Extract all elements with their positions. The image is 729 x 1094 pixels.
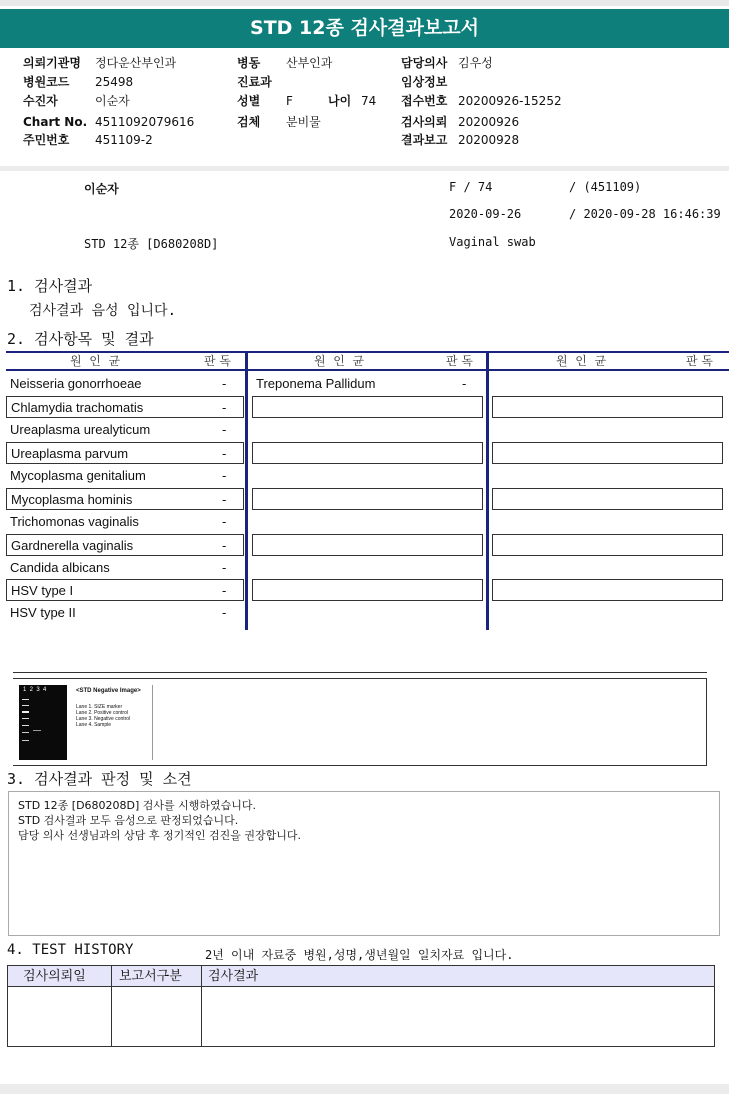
institution-label: 의뢰기관명 [23, 56, 81, 70]
table-row [6, 488, 244, 510]
gel-lane-3: Lane 3. Negative control [76, 716, 131, 722]
pathogen-result: - [222, 605, 227, 620]
pathogen-result: - [222, 376, 227, 391]
resident-value: 451109-2 [95, 133, 153, 147]
patient-value: 이순자 [95, 94, 130, 108]
gel-frame [706, 678, 707, 766]
header-result: 판 독 [446, 354, 473, 368]
chart-label: Chart No. [23, 115, 88, 129]
column-divider [245, 351, 248, 630]
dept-label: 진료과 [237, 75, 272, 89]
gel-lane-4: Lane 4. Sample [76, 722, 112, 728]
report-title: STD 12종 검사결과보고서 [0, 9, 729, 48]
pathogen-result: - [222, 422, 227, 437]
table-row [6, 534, 244, 556]
specimen-label: 검체 [237, 115, 261, 129]
column-divider [486, 351, 489, 630]
ward-value: 산부인과 [286, 56, 333, 70]
table-row [6, 602, 244, 624]
pathogen-result: - [222, 492, 227, 507]
finding-line: STD 12종 [D680208D] 검사를 시행하였습니다. [18, 799, 257, 812]
divider [13, 672, 707, 673]
history-col-type: 보고서구분 [119, 969, 182, 984]
hospital-code-value: 25498 [95, 75, 134, 89]
empty-row [252, 396, 483, 418]
result-table [6, 351, 729, 630]
empty-row [252, 442, 483, 464]
empty-row [492, 488, 723, 510]
test-name: STD 12종 [D680208D] [84, 237, 219, 251]
empty-row [492, 579, 723, 601]
patient-name: 이순자 [84, 182, 119, 196]
doctor-value: 김우성 [458, 56, 493, 70]
pathogen-name: Chlamydia trachomatis [11, 400, 144, 415]
sample-type: Vaginal swab [449, 235, 536, 249]
section-3-title: 3. 검사결과 판정 및 소견 [7, 770, 192, 788]
pathogen-name: Mycoplasma hominis [11, 492, 133, 507]
ward-label: 병동 [237, 56, 261, 70]
table-row [6, 579, 244, 601]
header-result: 판 독 [686, 354, 713, 368]
section-1-title: 1. 검사결과 [7, 277, 93, 295]
divider [13, 765, 707, 766]
gel-caption [70, 685, 153, 760]
pathogen-result: - [462, 376, 467, 391]
finding-line: STD 검사결과 모두 음성으로 판정되었습니다. [18, 814, 239, 827]
pathogen-name: Ureaplasma urealyticum [10, 422, 151, 437]
pathogen-name: Trichomonas vaginalis [10, 514, 139, 529]
sex-label: 성별 [237, 94, 261, 108]
history-table [7, 965, 715, 1047]
table-row [6, 396, 244, 418]
table-row [6, 557, 244, 579]
empty-row [252, 488, 483, 510]
gel-band [22, 732, 29, 733]
findings-box [8, 791, 720, 936]
section-2-title: 2. 검사항목 및 결과 [7, 330, 154, 348]
table-header-line [6, 369, 729, 371]
header-result: 판 독 [204, 354, 231, 368]
pathogen-name: Treponema Pallidum [256, 376, 376, 391]
history-header [8, 966, 714, 987]
divider [0, 166, 729, 171]
pathogen-name: Candida albicans [10, 560, 110, 575]
doctor-label: 담당의사 [401, 56, 448, 70]
patient-sex-age: F / 74 [449, 180, 493, 194]
pathogen-name: Ureaplasma parvum [11, 446, 129, 461]
section-1-body: 검사결과 음성 입니다. [29, 303, 177, 319]
patient-label: 수진자 [23, 94, 58, 108]
table-row [252, 373, 484, 395]
hospital-code-label: 병원코드 [23, 75, 70, 89]
gel-caption-title: <STD Negative Image> [76, 688, 141, 694]
empty-row [492, 442, 723, 464]
patient-birth: / (451109) [569, 180, 642, 194]
gel-lane-2: Lane 2. Positive control [76, 710, 128, 716]
gel-band [22, 740, 29, 741]
sex-value: F [286, 94, 293, 108]
resident-label: 주민번호 [23, 133, 70, 147]
receipt-label: 접수번호 [401, 94, 448, 108]
history-col-date: 검사의뢰일 [23, 969, 86, 984]
pathogen-name: Gardnerella vaginalis [11, 538, 134, 553]
request-date: 2020-09-26 [449, 207, 522, 221]
report-datetime: / 2020-09-28 16:46:39 [569, 207, 721, 221]
history-note: 2년 이내 자료중 병원,성명,생년월일 일치자료 입니다. [205, 948, 514, 962]
section-4-title: 4. TEST HISTORY [7, 942, 134, 958]
divider [13, 678, 707, 679]
gel-image [19, 685, 67, 760]
gel-band [22, 699, 29, 700]
pathogen-result: - [222, 400, 227, 415]
pathogen-result: - [222, 583, 227, 598]
pathogen-result: - [222, 514, 227, 529]
table-row [6, 442, 244, 464]
pathogen-name: Neisseria gonorrhoeae [10, 376, 142, 391]
header-pathogen: 원 인 균 [314, 354, 365, 368]
request-value: 20200926 [458, 115, 520, 129]
info-block [0, 54, 729, 154]
header-pathogen: 원 인 균 [556, 354, 607, 368]
age-value: 74 [361, 94, 377, 108]
institution-value: 정다운산부인과 [95, 56, 177, 70]
empty-row [252, 534, 483, 556]
bottom-strip [0, 1084, 729, 1094]
table-row [6, 511, 244, 533]
gel-band [22, 725, 29, 726]
pathogen-result: - [222, 538, 227, 553]
header-pathogen: 원 인 균 [70, 354, 121, 368]
pathogen-name: HSV type II [10, 605, 76, 620]
history-col-result: 검사결과 [208, 969, 259, 984]
empty-row [252, 579, 483, 601]
report-date-label: 결과보고 [401, 133, 448, 147]
finding-line: 담당 의사 선생님과의 상담 후 정기적인 검진을 권장합니다. [18, 829, 301, 842]
top-strip [0, 0, 729, 6]
pathogen-result: - [222, 560, 227, 575]
receipt-value: 20200926-15252 [458, 94, 562, 108]
empty-row [492, 534, 723, 556]
column-divider [111, 966, 112, 1046]
column-divider [201, 966, 202, 1046]
table-row [6, 419, 244, 441]
gel-band [33, 730, 41, 731]
pathogen-name: HSV type I [11, 583, 74, 598]
report-date-value: 20200928 [458, 133, 520, 147]
gel-lane-1: Lane 1. SIZE marker [76, 704, 123, 710]
chart-value: 4511092079616 [95, 115, 195, 129]
table-row [6, 465, 244, 487]
specimen-value: 분비물 [286, 115, 321, 129]
clinical-label: 임상정보 [401, 75, 448, 89]
pathogen-result: - [222, 446, 227, 461]
pathogen-name: Mycoplasma genitalium [10, 468, 146, 483]
pathogen-result: - [222, 468, 227, 483]
empty-row [492, 396, 723, 418]
request-label: 검사의뢰 [401, 115, 448, 129]
gel-band [22, 705, 29, 706]
gel-lane-numbers: 1 2 3 4 [23, 687, 47, 693]
age-label: 나이 [328, 94, 352, 108]
gel-band [22, 711, 29, 713]
gel-band [22, 718, 29, 719]
table-row [6, 373, 244, 395]
